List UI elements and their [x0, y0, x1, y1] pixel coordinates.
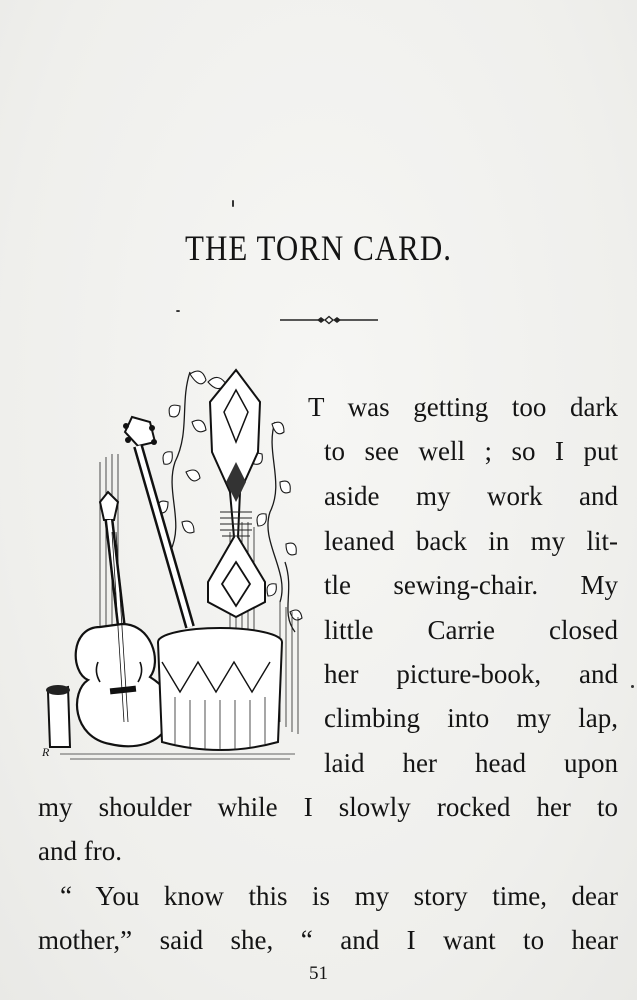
text-line: mother,” said she, “ and I want to hear: [38, 925, 618, 955]
text-line: laid her head upon: [324, 748, 618, 778]
music-instruments-illustration: [40, 362, 305, 767]
ornament-rule-icon: [280, 312, 378, 328]
page-number: 51: [309, 963, 328, 984]
text-line: “ You know this is my story time, dear: [60, 881, 618, 911]
text-line: aside my work and: [324, 481, 618, 511]
text-line: tle sewing-chair. My: [324, 570, 618, 600]
text-line: to see well ; so I put: [324, 436, 618, 466]
text-line: her picture-book, and: [324, 659, 618, 689]
text-line: T was getting too dark: [308, 392, 618, 422]
illustrator-signature: R: [42, 745, 50, 759]
text-line: little Carrie closed: [324, 615, 618, 645]
text-line: my shoulder while I slowly rocked her to: [38, 792, 618, 822]
text-line: climbing into my lap,: [324, 703, 618, 733]
text-line: leaned back in my lit-: [324, 526, 618, 556]
chapter-title: THE TORN CARD.: [185, 228, 452, 269]
text-line: and fro.: [38, 836, 122, 866]
